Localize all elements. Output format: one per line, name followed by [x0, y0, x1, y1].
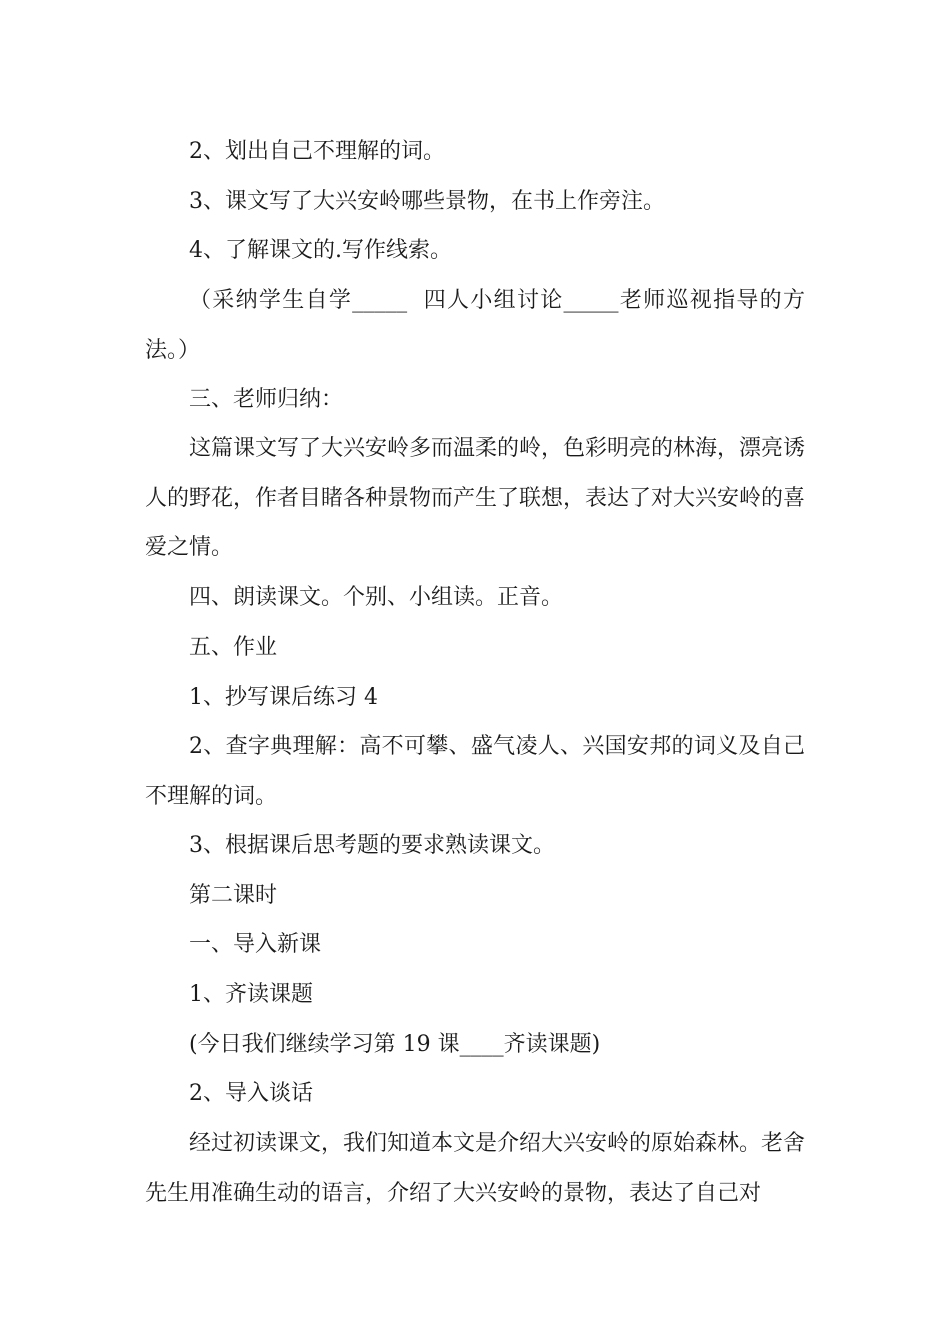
homework-item-2: 2、查字典理解：高不可攀、盛气凌人、兴国安邦的词义及自己不理解的词。 [145, 734, 805, 809]
paragraph-intro-talk: 经过初读课文，我们知道本文是介绍大兴安岭的原始森林。老舍先生用准确生动的语言，介绍了大兴安岭的景物，表达了自己对 [145, 1131, 806, 1206]
homework-item-3: 3、根据课后思考题的要求熟读课文。 [189, 833, 555, 858]
heading-read-aloud: 四、朗读课文。个别、小组读。正音。 [189, 585, 564, 610]
step-intro-talk: 2、导入谈话 [189, 1081, 313, 1106]
paragraph-step-2: 2、划出自己不理解的词。 [189, 139, 445, 164]
paragraph-summary: 这篇课文写了大兴安岭多而温柔的岭，色彩明亮的林海，漂亮诱人的野花，作者目睹各种景物而产生了联想，表达了对大兴安岭的喜爱之情。 [145, 436, 806, 560]
paragraph-step-3: 3、课文写了大兴安岭哪些景物，在书上作旁注。 [189, 189, 665, 214]
paragraph-read-title-note: (今日我们继续学习第 19 课____齐读课题) [189, 1032, 601, 1057]
heading-introduce-lesson: 一、导入新课 [189, 932, 322, 957]
homework-item-1: 1、抄写课后练习 4 [189, 685, 378, 710]
step-read-title: 1、齐读课题 [189, 982, 313, 1007]
heading-second-lesson: 第二课时 [189, 883, 278, 908]
heading-teacher-summary: 三、老师归纳： [189, 387, 344, 412]
paragraph-step-4: 4、了解课文的.写作线索。 [189, 238, 452, 263]
paragraph-method-note: （采纳学生自学_____ 四人小组讨论_____老师巡视指导的方法。） [145, 288, 805, 363]
heading-homework: 五、作业 [189, 635, 278, 660]
